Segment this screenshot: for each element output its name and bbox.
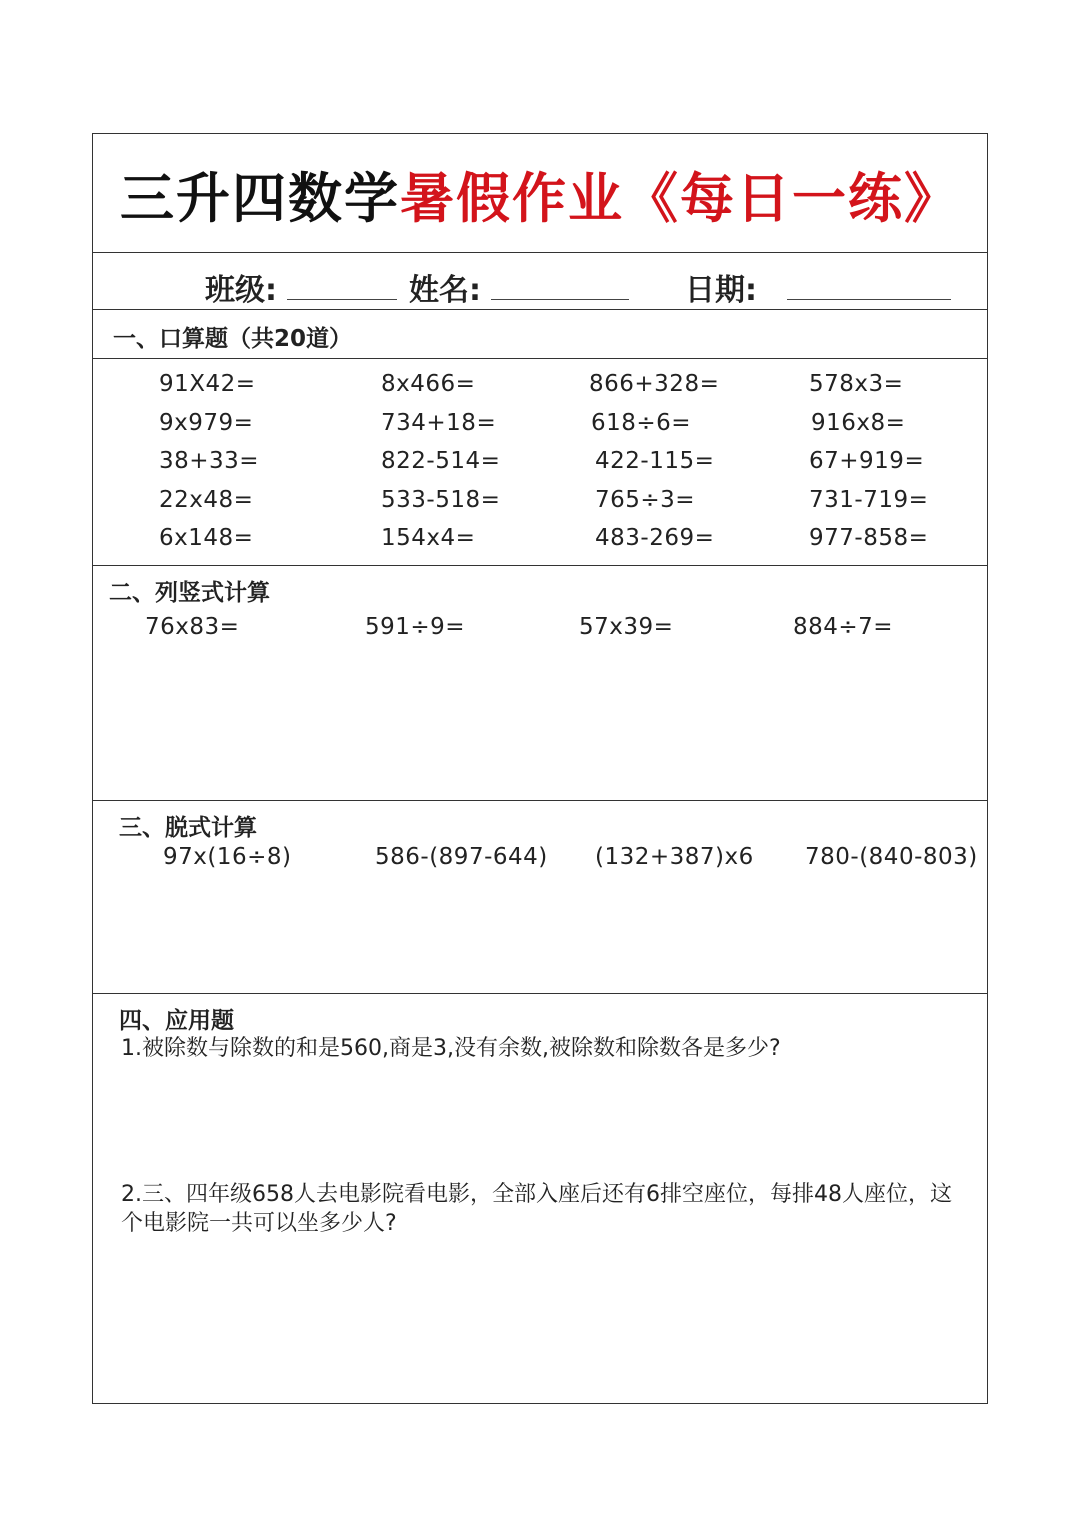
oral-problem: 9x979= (159, 410, 254, 436)
word-problem: 2.三、四年级658人去电影院看电影，全部入座后还有6排空座位，每排48人座位，这个电影院一共可以坐多少人? (121, 1182, 952, 1236)
oral-problem: 578x3= (809, 371, 904, 397)
class-label: 班级: (205, 273, 277, 308)
oral-problem: 91X42= (159, 371, 256, 397)
oral-problem: 765÷3= (595, 487, 696, 513)
oral-problem: 154x4= (381, 525, 476, 551)
oral-problem: 22x48= (159, 487, 254, 513)
name-field[interactable] (491, 299, 629, 300)
page-title (93, 156, 987, 233)
oral-problem: 866+328= (589, 371, 720, 397)
date-field[interactable] (787, 299, 951, 300)
oral-problem: 916x8= (811, 410, 906, 436)
title-highlight: 暑假作业《每日一练》 (400, 167, 960, 230)
date-label: 日期: (685, 273, 757, 308)
oral-problem: 8x466= (381, 371, 476, 397)
section-vertical-heading: 二、列竖式计算 (109, 580, 270, 606)
oral-problem: 67+919= (809, 448, 925, 474)
vertical-problem: 76x83= (145, 614, 240, 640)
title-main: 三升四数学 (120, 167, 400, 230)
oral-problem: 6x148= (159, 525, 254, 551)
vertical-problem: 591÷9= (365, 614, 466, 640)
title-row (93, 134, 987, 253)
section-word-heading: 四、应用题 (119, 1008, 234, 1034)
stepwise-problem: (132+387)x6 (595, 844, 754, 870)
name-label: 姓名: (409, 273, 481, 308)
oral-problem: 422-115= (595, 448, 715, 474)
section-oral-heading-row (93, 310, 987, 359)
section-word-problems (93, 994, 987, 1405)
oral-problem: 618÷6= (591, 410, 692, 436)
info-row (93, 253, 987, 310)
section-vertical (93, 566, 987, 801)
word-problem: 1.被除数与除数的和是560,商是3,没有余数,被除数和除数各是多少? (121, 1036, 781, 1061)
vertical-problem: 884÷7= (793, 614, 894, 640)
class-field[interactable] (287, 299, 397, 300)
section-oral-body (93, 359, 987, 566)
oral-problem: 731-719= (809, 487, 929, 513)
worksheet (92, 133, 988, 1404)
stepwise-problem: 586-(897-644) (375, 844, 548, 870)
oral-problem: 822-514= (381, 448, 501, 474)
vertical-problem: 57x39= (579, 614, 674, 640)
oral-problem: 483-269= (595, 525, 715, 551)
oral-problem: 734+18= (381, 410, 497, 436)
stepwise-problem: 780-(840-803) (805, 844, 978, 870)
section-stepwise (93, 801, 987, 994)
section-stepwise-heading: 三、脱式计算 (119, 815, 257, 841)
stepwise-problem: 97x(16÷8) (163, 844, 292, 870)
section-oral-heading: 一、口算题（共20道） (113, 326, 353, 352)
oral-problem: 533-518= (381, 487, 501, 513)
oral-problem: 38+33= (159, 448, 260, 474)
oral-problem: 977-858= (809, 525, 929, 551)
